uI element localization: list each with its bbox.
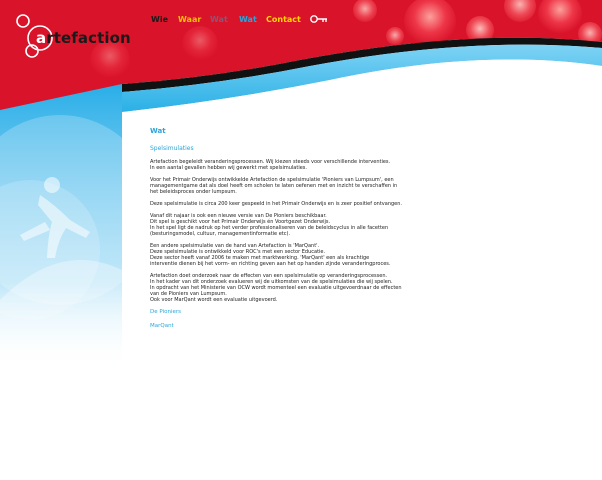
nav-waar[interactable]: Waar	[178, 15, 202, 24]
paragraph: Een andere spelsimulatie van de hand van Artefaction is 'MarQant'. Deze spelsimulatie is ontwikkeld voor ROC's met een sector Educatie. Deze sector heeft vanaf 2006 te maken met marktwerking. 'MarQant' een als krachtige interventie dienen bij het vorm- en richting geven aan het op handen zijnde veranderingproces.	[150, 243, 391, 267]
logo[interactable]	[36, 29, 131, 47]
page-title: Wat	[150, 127, 166, 135]
paragraph: Deze spelsimulatie is circa 200 keer gespeeld in het Primair Onderwijs en is zeer positief ontvangen.	[150, 201, 402, 207]
nav-wat-active[interactable]: Wat	[210, 15, 228, 24]
main-content	[150, 127, 450, 337]
nav-contact[interactable]: Contact	[266, 15, 301, 24]
link-de-pioniers[interactable]: De Pioniers	[150, 309, 181, 315]
paragraph: Artefaction begeleidt veranderingsprocessen. Wij kiezen steeds voor verschillende interventies. In een aantal gevallen hebben wij gewerkt met spelsimulaties.	[150, 159, 391, 171]
logo-text: rtefaction	[46, 29, 131, 47]
paragraph: Voor het Primair Onderwijs ontwikkelde Artefaction de spelsimulatie 'Pioniers van Lumpsum', een managementgame dat als doel heeft om scholen te laten oefenen met en inzicht te verschaffen in het beleidsproces onder lumpsum.	[150, 177, 398, 195]
link-marqant[interactable]: MarQant	[150, 323, 174, 329]
logo-letter-a: a	[36, 29, 47, 47]
nav-wie[interactable]: Wie	[151, 15, 168, 24]
paragraph: Vanaf dit najaar is ook een nieuwe versie van De Pioniers beschikbaar. Dit spel is geschikt voor het Primair Onderwijs én Voortgezet Onderwijs. In het spel ligt de nadruk op het verder professionaliseren van de beleidscyclus in alle facetten (besturingsmodel, cultuur, managementinformatie etc).	[150, 213, 389, 237]
page-subtitle: Spelsimulaties	[150, 145, 194, 152]
key-icon[interactable]	[310, 14, 328, 24]
paragraph: Artefaction doet onderzoek naar de effecten van een spelsimulatie op veranderingsprocessen. In het kader van dit onderzoek evalueren wij de uitkomsten van de spelsimulaties die wij spelen. In opdracht van het Ministerie van OCW wordt momenteel een evaluatie uitgevoerdnaar de effecten van de Pioniers van Lumpsum. Ook voor MarQant wordt een evaluatie uitgevoerd.	[150, 273, 402, 303]
nav-wat[interactable]: Wat	[239, 15, 257, 24]
